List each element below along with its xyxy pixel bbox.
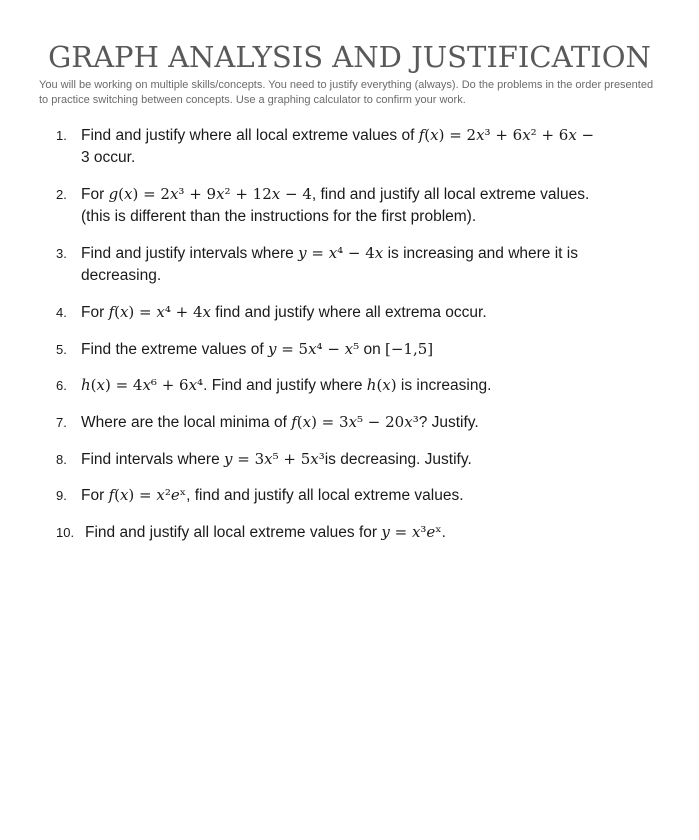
problem-text-run: For (81, 186, 109, 203)
problem-text-run: ? Justify. (418, 414, 479, 431)
problem-number: 7. (56, 415, 67, 430)
math-expression: 𝑦 = 5𝑥⁴ − 𝑥⁵ (267, 340, 360, 358)
problem-text (81, 242, 656, 287)
problem-text-run: . (441, 524, 446, 541)
problem-text-run: Find and justify intervals where (81, 245, 299, 262)
problem-text-run: . Find and justify where (203, 377, 367, 394)
math-expression: [−1,5] (385, 340, 434, 358)
problem-number: 6. (56, 378, 67, 393)
math-expression: 𝑦 = 3𝑥⁵ + 5𝑥³ (224, 450, 325, 468)
page-title: GRAPH ANALYSIS AND JUSTIFICATION (48, 40, 651, 74)
problem-text-run: Find and justify all local extreme values for (85, 524, 382, 541)
problem-text (81, 374, 656, 397)
problem-text-run: is increasing. (396, 377, 492, 394)
math-expression: 𝑓(𝑥) = 3𝑥⁵ − 20𝑥³ (291, 413, 419, 431)
problem-text-run: For (81, 304, 109, 321)
problem-text-run: (this is different than the instructions for the first problem). (81, 208, 477, 225)
problem-number: 2. (56, 187, 67, 202)
problem-text-run: , find and justify all local extreme values. (186, 487, 464, 504)
problem-text (81, 183, 656, 228)
problem-text-run: decreasing. (81, 267, 162, 284)
problem-number: 4. (56, 305, 67, 320)
problem-text-run: 3 occur. (81, 149, 136, 166)
problem-number: 9. (56, 488, 67, 503)
problem-text-run: , find and justify all local extreme values. (311, 186, 590, 203)
problem-text-run: Find the extreme values of (81, 341, 268, 358)
problem-text-run: Where are the local minima of (81, 414, 292, 431)
problem-text-run: find and justify where all extrema occur. (210, 304, 487, 321)
math-expression: 𝑔(𝑥) = 2𝑥³ + 9𝑥² + 12𝑥 − 4 (108, 185, 312, 203)
problem-number: 1. (56, 128, 67, 143)
math-expression: ℎ(𝑥) = 4𝑥⁶ + 6𝑥⁴ (81, 376, 204, 394)
problem-text (81, 448, 656, 471)
math-expression: 𝑦 = 𝑥³𝑒ˣ (381, 523, 442, 541)
problem-number: 10. (56, 525, 75, 540)
problem-number: 5. (56, 342, 67, 357)
problem-text-run: on (359, 341, 385, 358)
problem-text (81, 124, 656, 169)
problem-number: 8. (56, 452, 67, 467)
math-expression: ℎ(𝑥) (366, 376, 397, 394)
problem-text-run: For (81, 487, 109, 504)
problem-text-run: Find and justify where all local extreme values of (81, 127, 419, 144)
math-expression: 𝑓(𝑥) = 2𝑥³ + 6𝑥² + 6𝑥 − (418, 126, 595, 144)
math-expression: 𝑓(𝑥) = 𝑥²𝑒ˣ (108, 486, 187, 504)
problem-text (81, 411, 656, 434)
problem-text (81, 484, 656, 507)
math-expression: 𝑓(𝑥) = 𝑥⁴ + 4𝑥 (108, 303, 211, 321)
instructions-paragraph: You will be working on multiple skills/concepts. You need to justify everything (always). Do the problems in the order presented to practice switching between concepts. Use a graphing calculator to confirm your work. (39, 79, 654, 106)
math-expression: 𝑦 = 𝑥⁴ − 4𝑥 (298, 244, 384, 262)
problem-number: 3. (56, 246, 67, 261)
problem-text-run: is increasing and where it is (383, 245, 578, 262)
problem-text (85, 521, 660, 544)
problem-text (81, 338, 656, 361)
problem-text-run: Find intervals where (81, 451, 225, 468)
problem-text-run: is decreasing. Justify. (324, 451, 472, 468)
problem-text (81, 301, 656, 324)
